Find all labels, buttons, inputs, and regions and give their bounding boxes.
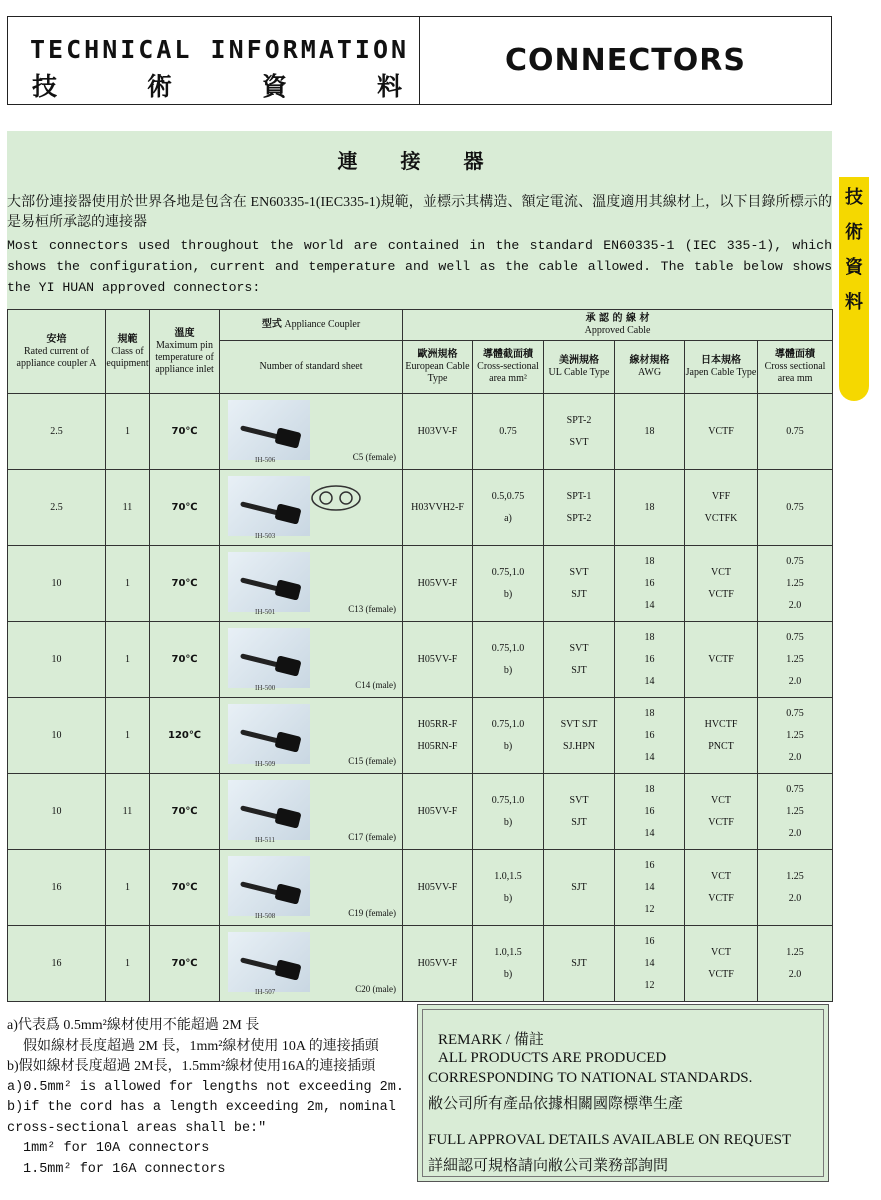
part-code: IH-508 xyxy=(255,912,276,920)
connector-photo xyxy=(220,850,402,925)
cell-jp-type-line: VCTF xyxy=(708,425,734,437)
connector-image xyxy=(228,704,310,764)
cell-ul-type-line: SVT xyxy=(569,566,589,578)
cell-jp-area-line: 2.0 xyxy=(788,827,802,839)
cell-cross-section-line: b) xyxy=(503,892,513,904)
header-temp-zh: 溫度 xyxy=(174,327,195,339)
remark-box xyxy=(417,1004,829,1182)
cell-rated-current: 16 xyxy=(8,926,106,1002)
cell-awg-line: 16 xyxy=(644,577,655,589)
footnote-line: 1.5mm² for 16A connectors xyxy=(23,1161,226,1177)
cable-shape xyxy=(240,957,280,972)
header-class-en: Class of equipment xyxy=(106,345,149,369)
cell-rated-current: 10 xyxy=(8,698,106,774)
cable-shape xyxy=(240,653,280,668)
cell-awg-line: 18 xyxy=(644,631,655,643)
footnote-line: b)if the cord has a length exceeding 2m, nominal xyxy=(7,1100,396,1115)
plug-shape xyxy=(274,807,301,828)
connector-photo xyxy=(220,698,402,773)
side-tab-char: 技 xyxy=(845,187,863,208)
header-eu-en: European Cable Type xyxy=(405,361,470,384)
cell-ul-type-line: SJT xyxy=(571,816,587,828)
cable-shape xyxy=(240,729,280,744)
cell-jp-type-line: VCT xyxy=(711,794,731,806)
cell-jp-type xyxy=(685,774,758,850)
cell-class: 1 xyxy=(106,698,150,774)
cell-awg-line: 16 xyxy=(644,653,655,665)
cell-rated-current: 10 xyxy=(8,546,106,622)
cell-cross-section xyxy=(473,698,544,774)
header-coupler-zh: 型式 xyxy=(261,319,282,330)
footnote-line: b)假如線材長度超過 2M長，1.5mm²線材使用16A的連接插頭 xyxy=(7,1059,376,1074)
cell-jp-area xyxy=(758,470,833,546)
cell-cross-section-line: 0.75 xyxy=(499,425,517,437)
cell-ul-type xyxy=(544,926,615,1002)
header-rated-zh: 安培 xyxy=(46,333,67,345)
cell-connector-photo xyxy=(220,470,403,546)
connector-image xyxy=(228,476,310,536)
header-jp xyxy=(685,341,758,394)
cell-eu-type-line: H05VV-F xyxy=(417,881,458,893)
header-sheet: Number of standard sheet xyxy=(220,341,403,394)
header-approved-en: Approved Cable xyxy=(584,325,651,336)
cable-shape xyxy=(240,881,280,896)
header-ul xyxy=(544,341,615,394)
cell-rated-current: 10 xyxy=(8,622,106,698)
remark-line-zh: 詳細認可規格請向敝公司業務部詢問 xyxy=(428,1158,669,1174)
cell-eu-type-line: H03VVH2-F xyxy=(411,501,464,513)
cell-jp-area-line: 1.25 xyxy=(786,729,804,741)
part-code: IH-501 xyxy=(255,608,276,616)
cell-eu-type-line: H05VV-F xyxy=(417,805,458,817)
page-title: 連 接 器 xyxy=(337,149,502,173)
part-code: IH-506 xyxy=(255,456,276,464)
connector-image xyxy=(228,400,310,460)
cell-rated-current: 10 xyxy=(8,774,106,850)
header-awg-en: AWG xyxy=(637,367,662,378)
cell-temperature: 120℃ xyxy=(150,698,220,774)
cell-eu-type xyxy=(403,394,473,470)
cell-jp-type-line: VCTF xyxy=(708,968,734,980)
cell-temperature: 70℃ xyxy=(150,622,220,698)
side-tab-char: 資 xyxy=(845,257,863,278)
cell-jp-area xyxy=(758,622,833,698)
table-body xyxy=(8,394,833,1002)
cell-jp-area-line: 2.0 xyxy=(788,675,802,687)
footnote-line: 假如線材長度超過 2M 長，1mm²線材使用 10A 的連接插頭 xyxy=(23,1038,379,1054)
side-tab-char: 術 xyxy=(845,222,863,243)
cell-jp-area-line: 0.75 xyxy=(786,783,804,795)
header-temp xyxy=(150,310,220,394)
cell-ul-type xyxy=(544,774,615,850)
header-jpcross-en: Cross sectional area mm xyxy=(764,361,826,384)
footnote-line: 1mm² for 10A connectors xyxy=(23,1141,210,1156)
cell-awg xyxy=(615,774,685,850)
connector-photo xyxy=(220,926,402,1001)
cable-shape xyxy=(240,577,280,592)
cell-awg-line: 16 xyxy=(644,859,655,871)
cell-awg-line: 14 xyxy=(644,599,655,611)
cell-cross-section-line: 0.75,1.0 xyxy=(491,566,525,578)
part-code: IH-507 xyxy=(255,988,276,996)
cell-jp-type xyxy=(685,470,758,546)
header-title-zh xyxy=(32,67,402,103)
plug-shape xyxy=(274,427,301,448)
cell-ul-type xyxy=(544,394,615,470)
plug-shape xyxy=(274,579,301,600)
cell-jp-type xyxy=(685,926,758,1002)
cell-jp-type-line: VCT xyxy=(711,566,731,578)
remark-line: FULL APPROVAL DETAILS AVAILABLE ON REQUEST xyxy=(428,1132,792,1148)
header-class xyxy=(106,310,150,394)
cell-ul-type-line: SVT xyxy=(569,436,589,448)
header-class-zh: 規範 xyxy=(117,333,138,345)
cell-awg-line: 16 xyxy=(644,805,655,817)
table-row xyxy=(8,394,833,470)
plug-shape xyxy=(274,883,301,904)
connector-image xyxy=(228,932,310,992)
intro-text-en: Most connectors used throughout the world are contained in the standard EN60335-1 (IEC 335-1), which shows the configuration, current and temperature and well as the cable allowed. The table below shows the YI HUAN approved connectors: xyxy=(7,238,832,295)
connector-table xyxy=(7,309,833,1002)
cell-jp-area-line: 2.0 xyxy=(788,892,802,904)
cell-eu-type-line: H05RR-F xyxy=(417,718,458,730)
table-header-row xyxy=(8,310,833,341)
header-jp-zh: 日本規格 xyxy=(701,355,741,366)
cell-jp-area xyxy=(758,850,833,926)
cell-ul-type-line: SPT-2 xyxy=(566,414,592,426)
cell-eu-type xyxy=(403,850,473,926)
connector-name: C5 (female) xyxy=(352,452,396,462)
cell-jp-area xyxy=(758,546,833,622)
part-code: IH-509 xyxy=(255,760,276,768)
cell-awg xyxy=(615,698,685,774)
header-coupler xyxy=(220,310,403,341)
cell-cross-section-line: b) xyxy=(503,968,513,980)
footnotes xyxy=(7,1016,407,1180)
cell-awg xyxy=(615,546,685,622)
cell-awg-line: 14 xyxy=(644,675,655,687)
cell-jp-area-line: 0.75 xyxy=(786,707,804,719)
cell-cross-section xyxy=(473,394,544,470)
header-ul-en: UL Cable Type xyxy=(548,367,610,378)
plug-shape xyxy=(274,503,301,524)
connector-photo xyxy=(220,470,402,545)
connector-name: C19 (female) xyxy=(348,908,396,918)
cell-awg-line: 14 xyxy=(644,881,655,893)
cell-eu-type xyxy=(403,926,473,1002)
header-temp-en: Maximum pin temperature of appliance inlet xyxy=(155,339,214,375)
cell-cross-section-line: 1.0,1.5 xyxy=(494,870,522,882)
cell-awg-line: 18 xyxy=(644,425,655,437)
cell-cross-section-line: b) xyxy=(503,588,513,600)
cell-jp-type-line: VCT xyxy=(711,946,731,958)
connector-name: C13 (female) xyxy=(348,604,396,614)
cell-class: 1 xyxy=(106,546,150,622)
cell-jp-type xyxy=(685,394,758,470)
cell-temperature: 70℃ xyxy=(150,546,220,622)
cell-class: 1 xyxy=(106,926,150,1002)
cell-awg-line: 18 xyxy=(644,783,655,795)
cell-jp-area xyxy=(758,926,833,1002)
header-eu-zh: 歐洲規格 xyxy=(417,349,458,360)
cell-jp-area-line: 1.25 xyxy=(786,805,804,817)
cell-class: 1 xyxy=(106,850,150,926)
cell-eu-type-line: H05RN-F xyxy=(417,740,458,752)
cell-class: 11 xyxy=(106,470,150,546)
cell-awg-line: 14 xyxy=(644,957,655,969)
cell-ul-type-line: SVT xyxy=(569,794,589,806)
cell-connector-photo xyxy=(220,394,403,470)
plug-shape xyxy=(274,731,301,752)
cell-eu-type xyxy=(403,698,473,774)
cell-cross-section-line: 0.75,1.0 xyxy=(491,718,525,730)
cell-connector-photo xyxy=(220,926,403,1002)
cell-connector-photo xyxy=(220,774,403,850)
header-jpcross-zh: 導體面積 xyxy=(775,349,816,360)
header-cross-en: Cross-sectional area mm² xyxy=(477,361,539,384)
cell-ul-type-line: SVT SJT xyxy=(560,718,598,730)
cell-jp-type-line: VFF xyxy=(711,490,731,502)
cell-jp-area xyxy=(758,394,833,470)
cell-awg xyxy=(615,926,685,1002)
cell-ul-type xyxy=(544,470,615,546)
cell-ul-type-line: SJ.HPN xyxy=(563,740,595,752)
cell-jp-type-line: VCTF xyxy=(708,816,734,828)
remark-title: REMARK / 備註 xyxy=(438,1032,544,1048)
cell-rated-current: 2.5 xyxy=(8,394,106,470)
cell-jp-type-line: PNCT xyxy=(708,740,734,752)
header-left xyxy=(8,17,420,104)
header-jpcross xyxy=(758,341,833,394)
cell-eu-type-line: H03VV-F xyxy=(417,425,458,437)
cell-awg-line: 14 xyxy=(644,827,655,839)
cell-cross-section-line: a) xyxy=(504,512,512,524)
side-tab-char: 料 xyxy=(845,292,863,313)
connector-name: C15 (female) xyxy=(348,756,396,766)
cell-cross-section xyxy=(473,546,544,622)
header-approved-zh: 承 認 的 線 材 xyxy=(585,313,650,324)
connector-image xyxy=(228,780,310,840)
cell-awg-line: 14 xyxy=(644,751,655,763)
cell-jp-type-line: VCT xyxy=(711,870,731,882)
cable-shape xyxy=(240,805,280,820)
cell-jp-area-line: 1.25 xyxy=(786,870,804,882)
cell-cross-section xyxy=(473,622,544,698)
cell-jp-type-line: VCTF xyxy=(708,588,734,600)
header-awg xyxy=(615,341,685,394)
cell-jp-type-line: VCTF xyxy=(708,653,734,665)
figure-eight-socket-icon xyxy=(310,484,362,512)
remark-inner xyxy=(422,1009,824,1177)
cell-temperature: 70℃ xyxy=(150,850,220,926)
cell-cross-section xyxy=(473,470,544,546)
cell-eu-type xyxy=(403,774,473,850)
header-zh-char: 料 xyxy=(376,72,402,101)
cell-jp-area-line: 0.75 xyxy=(786,631,804,643)
cell-awg-line: 18 xyxy=(644,707,655,719)
header-approved xyxy=(403,310,833,341)
cell-temperature: 70℃ xyxy=(150,394,220,470)
cell-eu-type xyxy=(403,546,473,622)
header-zh-char: 技 xyxy=(32,72,58,101)
cell-jp-area-line: 1.25 xyxy=(786,946,804,958)
cell-ul-type xyxy=(544,698,615,774)
cell-temperature: 70℃ xyxy=(150,926,220,1002)
cell-class: 11 xyxy=(106,774,150,850)
cell-jp-area xyxy=(758,774,833,850)
table-row xyxy=(8,470,833,546)
cell-jp-area-line: 0.75 xyxy=(786,425,804,437)
cell-jp-area-line: 0.75 xyxy=(786,501,804,513)
header-awg-zh: 線材規格 xyxy=(629,355,670,366)
cell-cross-section-line: b) xyxy=(503,740,513,752)
connector-name: C20 (male) xyxy=(355,984,396,994)
cell-ul-type-line: SVT xyxy=(569,642,589,654)
part-code: IH-500 xyxy=(255,684,276,692)
cell-jp-type xyxy=(685,546,758,622)
cell-jp-type xyxy=(685,622,758,698)
header-cross xyxy=(473,341,544,394)
cell-awg-line: 16 xyxy=(644,935,655,947)
connector-image xyxy=(228,628,310,688)
cell-cross-section xyxy=(473,850,544,926)
cell-jp-area-line: 2.0 xyxy=(788,968,802,980)
cell-eu-type-line: H05VV-F xyxy=(417,577,458,589)
cell-ul-type xyxy=(544,850,615,926)
cell-ul-type-line: SPT-2 xyxy=(566,512,592,524)
cell-eu-type-line: H05VV-F xyxy=(417,653,458,665)
cell-rated-current: 2.5 xyxy=(8,470,106,546)
intro-text-zh: 大部份連接器使用於世界各地是包含在 EN60335-1(IEC335-1)規範，並標示其構造、額定電流、溫度適用其線材上，以下目錄所標示的是易桓所承認的連接器 xyxy=(7,195,832,230)
cell-awg xyxy=(615,470,685,546)
connector-image xyxy=(228,552,310,612)
cell-cross-section-line: 0.5,0.75 xyxy=(491,490,525,502)
cell-awg xyxy=(615,394,685,470)
cell-awg xyxy=(615,850,685,926)
header-coupler-en: Appliance Coupler xyxy=(284,319,361,330)
cell-jp-area xyxy=(758,698,833,774)
cell-jp-area-line: 2.0 xyxy=(788,751,802,763)
cell-connector-photo xyxy=(220,698,403,774)
cell-cross-section xyxy=(473,774,544,850)
cell-jp-type-line: VCTF xyxy=(708,892,734,904)
footnote-line: a)0.5mm² is allowed for lengths not exceeding 2m. xyxy=(7,1079,404,1095)
cell-awg-line: 18 xyxy=(644,555,655,567)
cell-jp-type-line: VCTFK xyxy=(704,512,738,524)
cell-jp-area-line: 2.0 xyxy=(788,599,802,611)
cell-awg-line: 12 xyxy=(644,903,655,915)
plug-shape xyxy=(274,959,301,980)
cell-connector-photo xyxy=(220,622,403,698)
table-row xyxy=(8,850,833,926)
cell-awg-line: 18 xyxy=(644,501,655,513)
intro-panel xyxy=(7,131,832,316)
cell-ul-type-line: SJT xyxy=(571,881,587,893)
connector-photo xyxy=(220,622,402,697)
cell-rated-current: 16 xyxy=(8,850,106,926)
cell-jp-area-line: 1.25 xyxy=(786,653,804,665)
footnote-line: cross-sectional areas shall be:" xyxy=(7,1120,267,1136)
section-title: CONNECTORS xyxy=(505,43,746,78)
cell-jp-area-line: 0.75 xyxy=(786,555,804,567)
header-cross-zh: 導體截面積 xyxy=(483,349,533,360)
plug-shape xyxy=(274,655,301,676)
connector-name: C17 (female) xyxy=(348,832,396,842)
cell-ul-type-line: SPT-1 xyxy=(566,490,592,502)
part-code: IH-511 xyxy=(255,836,275,844)
cell-connector-photo xyxy=(220,850,403,926)
table-row xyxy=(8,926,833,1002)
cell-eu-type xyxy=(403,470,473,546)
table-row xyxy=(8,546,833,622)
cell-cross-section-line: b) xyxy=(503,816,513,828)
cell-cross-section-line: 1.0,1.5 xyxy=(494,946,522,958)
header-zh-char: 術 xyxy=(146,72,172,101)
remark-line: CORRESPONDING TO NATIONAL STANDARDS. xyxy=(428,1070,753,1086)
header-ul-zh: 美洲規格 xyxy=(559,355,599,366)
cell-jp-type xyxy=(685,850,758,926)
connector-name: C14 (male) xyxy=(355,680,396,690)
cell-temperature: 70℃ xyxy=(150,470,220,546)
cell-eu-type-line: H05VV-F xyxy=(417,957,458,969)
page-header xyxy=(7,16,832,105)
header-rated-en: Rated current of appliance coupler A xyxy=(16,345,97,369)
connector-image xyxy=(228,856,310,916)
cell-jp-type xyxy=(685,698,758,774)
cell-jp-area-line: 1.25 xyxy=(786,577,804,589)
cell-class: 1 xyxy=(106,394,150,470)
cell-temperature: 70℃ xyxy=(150,774,220,850)
header-title-en: TECHNICAL INFORMATION xyxy=(30,35,410,64)
part-code: IH-503 xyxy=(255,532,276,540)
cell-ul-type xyxy=(544,546,615,622)
cell-cross-section xyxy=(473,926,544,1002)
remark-line: ALL PRODUCTS ARE PRODUCED xyxy=(438,1050,667,1066)
cell-ul-type-line: SJT xyxy=(571,588,587,600)
cell-ul-type xyxy=(544,622,615,698)
cable-shape xyxy=(240,501,280,516)
cell-awg xyxy=(615,622,685,698)
header-rated xyxy=(8,310,106,394)
remark-line-zh: 敝公司所有產品依據相關國際標準生產 xyxy=(428,1096,684,1112)
header-zh-char: 資 xyxy=(261,72,287,101)
connector-photo xyxy=(220,774,402,849)
table-row xyxy=(8,774,833,850)
cell-ul-type-line: SJT xyxy=(571,664,587,676)
footnote-line: a)代表爲 0.5mm²線材使用不能超過 2M 長 xyxy=(7,1018,260,1033)
cell-cross-section-line: 0.75,1.0 xyxy=(491,794,525,806)
cell-cross-section-line: b) xyxy=(503,664,513,676)
cell-ul-type-line: SJT xyxy=(571,957,587,969)
header-jp-en: Japen Cable Type xyxy=(685,367,757,378)
cell-awg-line: 16 xyxy=(644,729,655,741)
cell-connector-photo xyxy=(220,546,403,622)
table-row xyxy=(8,622,833,698)
side-tab xyxy=(839,177,869,401)
cable-shape xyxy=(240,425,280,440)
connector-photo xyxy=(220,546,402,621)
cell-awg-line: 12 xyxy=(644,979,655,991)
cell-eu-type xyxy=(403,622,473,698)
cell-jp-type-line: HVCTF xyxy=(704,718,738,730)
header-eu xyxy=(403,341,473,394)
table-row xyxy=(8,698,833,774)
cell-class: 1 xyxy=(106,622,150,698)
connector-photo xyxy=(220,394,402,469)
cell-cross-section-line: 0.75,1.0 xyxy=(491,642,525,654)
